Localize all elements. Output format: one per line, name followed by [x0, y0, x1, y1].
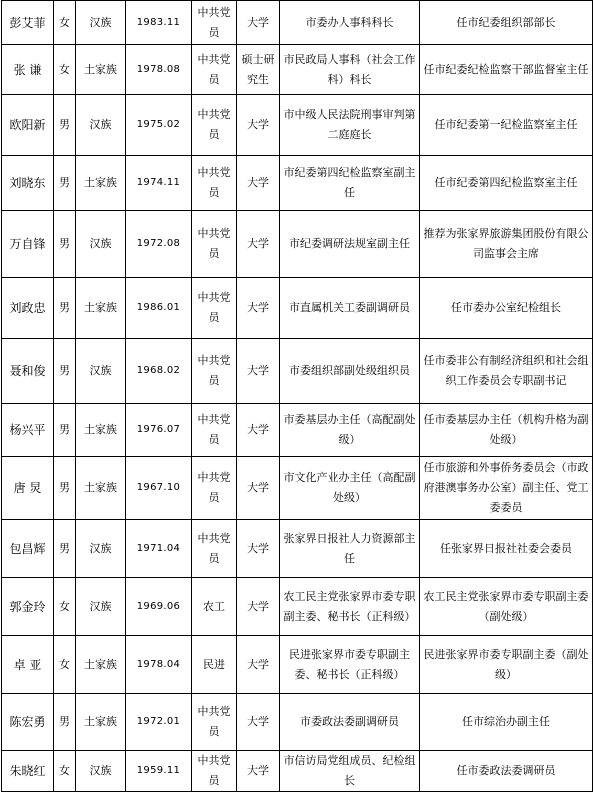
gender-cell: 男 — [54, 520, 76, 578]
education-cell: 大学 — [237, 694, 280, 751]
party-cell: 中共党员 — [192, 95, 237, 156]
ethnicity-cell: 汉族 — [76, 1, 126, 45]
birth-date-cell: 1978.08 — [126, 45, 192, 95]
education-cell: 大学 — [237, 95, 280, 156]
ethnicity-cell: 土家族 — [76, 45, 126, 95]
current-post-cell: 农工民主党张家界市委专职副主委、秘书长（正科级） — [280, 578, 420, 636]
gender-cell: 女 — [54, 1, 76, 45]
ethnicity-cell: 土家族 — [76, 636, 126, 694]
party-cell: 中共党员 — [192, 751, 237, 792]
person-name: 唐 炅 — [2, 457, 54, 520]
person-name: 包昌辉 — [2, 520, 54, 578]
ethnicity-cell: 汉族 — [76, 95, 126, 156]
birth-date-cell: 1968.02 — [126, 339, 192, 404]
birth-date-cell: 1978.04 — [126, 636, 192, 694]
party-cell: 中共党员 — [192, 694, 237, 751]
ethnicity-cell: 汉族 — [76, 211, 126, 278]
proposed-post-cell: 任市综治办副主任 — [420, 694, 593, 751]
table-row — [2, 1, 593, 45]
ethnicity-cell: 土家族 — [76, 457, 126, 520]
proposed-post-cell: 任市委基层办主任（机构升格为副处级） — [420, 404, 593, 457]
education-cell: 大学 — [237, 636, 280, 694]
education-cell: 大学 — [237, 404, 280, 457]
current-post-cell: 市委办人事科科长 — [280, 1, 420, 45]
table-row — [2, 636, 593, 694]
table-row — [2, 694, 593, 751]
current-post-cell: 市委基层办主任（高配副处级） — [280, 404, 420, 457]
proposed-post-cell: 任市旅游和外事侨务委员会（市政府港澳事务办公室）副主任、党工委委员 — [420, 457, 593, 520]
education-cell: 大学 — [237, 339, 280, 404]
person-name: 陈宏勇 — [2, 694, 54, 751]
education-cell: 大学 — [237, 457, 280, 520]
gender-cell: 男 — [54, 694, 76, 751]
person-name: 郭金玲 — [2, 578, 54, 636]
current-post-cell: 市民政局人事科（社会工作科）科长 — [280, 45, 420, 95]
table-row — [2, 211, 593, 278]
education-cell: 大学 — [237, 1, 280, 45]
birth-date-cell: 1967.10 — [126, 457, 192, 520]
proposed-post-cell: 任市纪委第四纪检监察室主任 — [420, 156, 593, 211]
birth-date-cell: 1983.11 — [126, 1, 192, 45]
birth-date-cell: 1975.02 — [126, 95, 192, 156]
birth-date-cell: 1972.01 — [126, 694, 192, 751]
birth-date-cell: 1986.01 — [126, 278, 192, 339]
party-cell: 中共党员 — [192, 1, 237, 45]
person-name: 杨兴平 — [2, 404, 54, 457]
person-name: 彭艾菲 — [2, 1, 54, 45]
ethnicity-cell: 汉族 — [76, 520, 126, 578]
proposed-post-cell: 任市纪委纪检监察干部监督室主任 — [420, 45, 593, 95]
gender-cell: 男 — [54, 457, 76, 520]
table-row — [2, 278, 593, 339]
person-name: 万自锋 — [2, 211, 54, 278]
proposed-post-cell: 任张家界日报社社委会委员 — [420, 520, 593, 578]
gender-cell: 男 — [54, 211, 76, 278]
ethnicity-cell: 土家族 — [76, 278, 126, 339]
proposed-post-cell: 民进张家界市委专职副主委（副处级） — [420, 636, 593, 694]
education-cell: 大学 — [237, 278, 280, 339]
current-post-cell: 市中级人民法院刑事审判第二庭庭长 — [280, 95, 420, 156]
birth-date-cell: 1976.07 — [126, 404, 192, 457]
ethnicity-cell: 土家族 — [76, 694, 126, 751]
current-post-cell: 民进张家界市委专职副主委、秘书长（正科级） — [280, 636, 420, 694]
ethnicity-cell: 汉族 — [76, 578, 126, 636]
table-row — [2, 751, 593, 792]
education-cell: 大学 — [237, 751, 280, 792]
education-cell: 大学 — [237, 211, 280, 278]
proposed-post-cell: 推荐为张家界旅游集团股份有限公司监事会主席 — [420, 211, 593, 278]
ethnicity-cell: 土家族 — [76, 404, 126, 457]
party-cell: 中共党员 — [192, 520, 237, 578]
party-cell: 中共党员 — [192, 156, 237, 211]
proposed-post-cell: 任市委政法委调研员 — [420, 751, 593, 792]
birth-date-cell: 1972.08 — [126, 211, 192, 278]
proposed-post-cell: 任市纪委第一纪检监察室主任 — [420, 95, 593, 156]
person-name: 聂和俊 — [2, 339, 54, 404]
person-name: 刘政忠 — [2, 278, 54, 339]
gender-cell: 女 — [54, 636, 76, 694]
party-cell: 民进 — [192, 636, 237, 694]
table-row — [2, 457, 593, 520]
table-row — [2, 156, 593, 211]
person-name: 张 谦 — [2, 45, 54, 95]
proposed-post-cell: 任市委办公室纪检组长 — [420, 278, 593, 339]
ethnicity-cell: 汉族 — [76, 751, 126, 792]
person-name: 朱晓红 — [2, 751, 54, 792]
gender-cell: 女 — [54, 578, 76, 636]
current-post-cell: 市纪委第四纪检监察室副主任 — [280, 156, 420, 211]
table-row — [2, 578, 593, 636]
party-cell: 中共党员 — [192, 404, 237, 457]
ethnicity-cell: 汉族 — [76, 339, 126, 404]
person-name: 卓 亚 — [2, 636, 54, 694]
birth-date-cell: 1959.11 — [126, 751, 192, 792]
gender-cell: 男 — [54, 95, 76, 156]
education-cell: 硕士研究生 — [237, 45, 280, 95]
gender-cell: 女 — [54, 45, 76, 95]
table-body — [2, 1, 593, 792]
party-cell: 中共党员 — [192, 457, 237, 520]
birth-date-cell: 1969.06 — [126, 578, 192, 636]
table-row — [2, 404, 593, 457]
party-cell: 中共党员 — [192, 45, 237, 95]
current-post-cell: 市委组织部副处级组织员 — [280, 339, 420, 404]
proposed-post-cell: 任市纪委组织部部长 — [420, 1, 593, 45]
table-row — [2, 339, 593, 404]
person-name: 欧阳新 — [2, 95, 54, 156]
proposed-post-cell: 农工民主党张家界市委专职副主委（副处级） — [420, 578, 593, 636]
table-row — [2, 520, 593, 578]
education-cell: 大学 — [237, 578, 280, 636]
table-row — [2, 95, 593, 156]
current-post-cell: 市纪委调研法规室副主任 — [280, 211, 420, 278]
gender-cell: 男 — [54, 156, 76, 211]
party-cell: 中共党员 — [192, 211, 237, 278]
proposed-post-cell: 任市委非公有制经济组织和社会组织工作委员会专职副书记 — [420, 339, 593, 404]
current-post-cell: 市委政法委副调研员 — [280, 694, 420, 751]
gender-cell: 男 — [54, 278, 76, 339]
gender-cell: 男 — [54, 339, 76, 404]
party-cell: 中共党员 — [192, 339, 237, 404]
education-cell: 大学 — [237, 520, 280, 578]
current-post-cell: 市信访局党组成员、纪检组长 — [280, 751, 420, 792]
education-cell: 大学 — [237, 156, 280, 211]
ethnicity-cell: 土家族 — [76, 156, 126, 211]
party-cell: 中共党员 — [192, 278, 237, 339]
table-row — [2, 45, 593, 95]
person-name: 刘晓东 — [2, 156, 54, 211]
current-post-cell: 张家界日报社人力资源部主任 — [280, 520, 420, 578]
birth-date-cell: 1971.04 — [126, 520, 192, 578]
current-post-cell: 市文化产业办主任（高配副处级） — [280, 457, 420, 520]
current-post-cell: 市直属机关工委副调研员 — [280, 278, 420, 339]
appointment-table — [1, 0, 593, 792]
gender-cell: 男 — [54, 404, 76, 457]
birth-date-cell: 1974.11 — [126, 156, 192, 211]
gender-cell: 女 — [54, 751, 76, 792]
party-cell: 农工 — [192, 578, 237, 636]
